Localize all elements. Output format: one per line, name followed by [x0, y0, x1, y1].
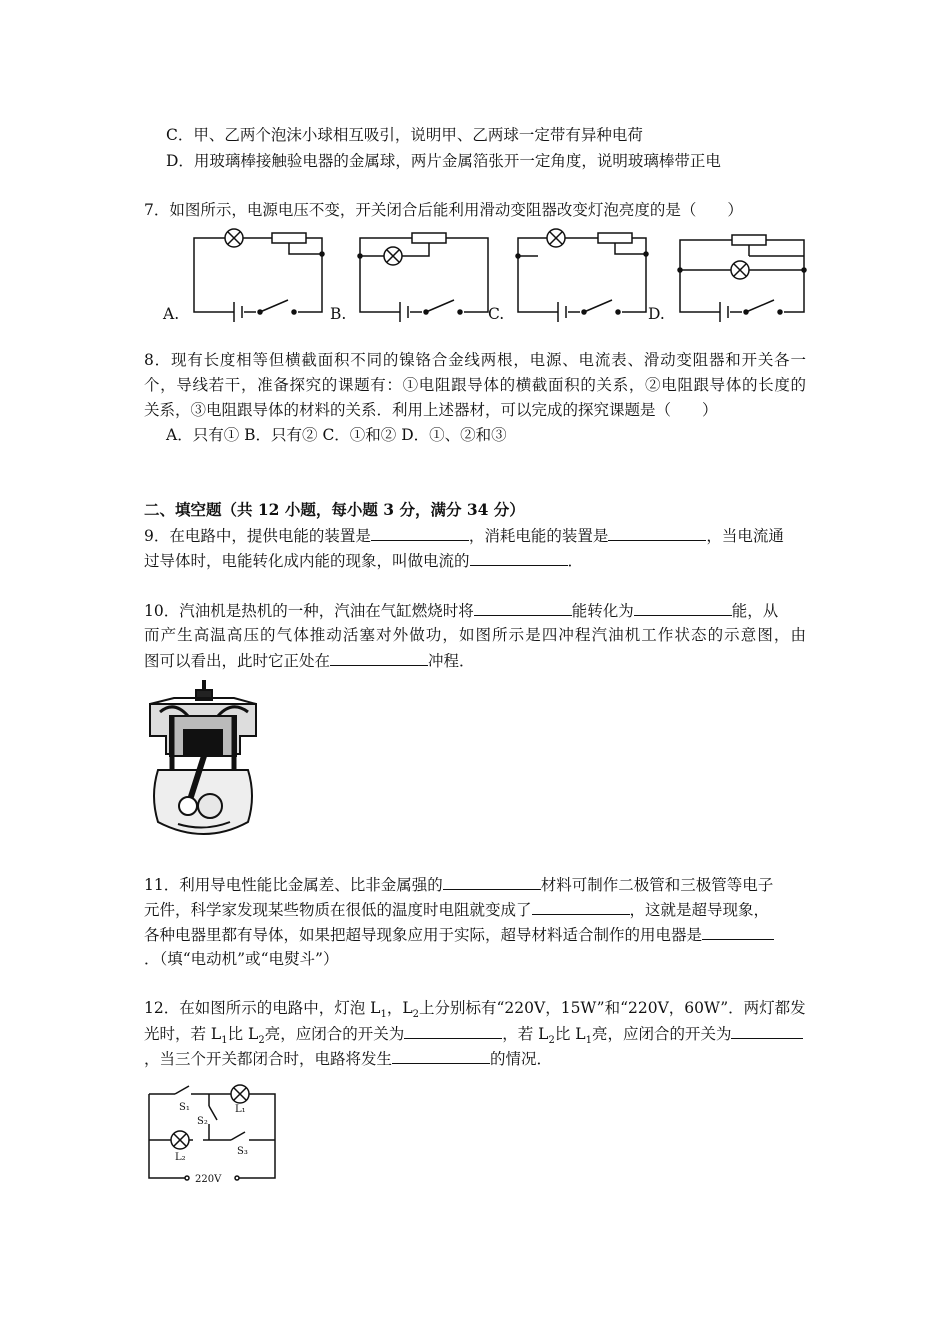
q9-blank-2[interactable] [608, 524, 706, 541]
q12-blank-3[interactable] [392, 1047, 490, 1064]
q12-text-2: ，L [386, 999, 413, 1017]
q9-blank-1[interactable] [371, 524, 469, 541]
q12-text-10: ，当三个开关都闭合时，电路将发生 [144, 1050, 393, 1068]
q9-text-3: ，当电流通 [706, 527, 784, 545]
circuit-d [678, 235, 806, 322]
q9-text-4: 过导体时，电能转化成内能的现象，叫做电流的 [144, 552, 470, 570]
q8-line-2: 个，导线若干，准备探究的课题有：①电阻跟导体的横截面积的关系，②电阻跟导体的长度的 [144, 376, 806, 394]
fig12-l1: L₁ [235, 1104, 246, 1115]
q7-label-a: A. [163, 305, 180, 323]
q12-text-6: 亮，应闭合的开关为 [264, 1025, 405, 1043]
q12-text-5: 比 L [227, 1025, 259, 1043]
q10-line-1 [144, 599, 778, 622]
q12-sub-2: 2 [412, 1009, 419, 1021]
q7-label-d: D. [648, 305, 665, 323]
q11-blank-1[interactable] [443, 873, 541, 890]
q11-text-3: 元件，科学家发现某些物质在很低的温度时电阻就变成了 [144, 901, 532, 919]
q9-line-2 [144, 549, 583, 572]
section-2-title: 二、填空题（共 12 小题，每小题 3 分，满分 34 分） [144, 500, 525, 519]
q6-option-c: C．甲、乙两个泡沫小球相互吸引，说明甲、乙两球一定带有异种电荷 [166, 126, 643, 144]
q7-label-c: C. [488, 305, 505, 323]
q11-line-1 [144, 873, 773, 896]
q10-blank-3[interactable] [330, 649, 428, 666]
q7-label-b: B. [330, 305, 347, 323]
q11-text-2: 材料可制作二极管和三极管等电子 [540, 876, 774, 894]
q10-blank-2[interactable] [634, 599, 732, 616]
q10-text-3: 能，从 [731, 602, 779, 620]
q12-text-11: 的情况． [490, 1050, 553, 1068]
q10-text-2: 能转化为 [571, 602, 634, 620]
q12-line-3 [144, 1047, 552, 1070]
q9-text-2: ，消耗电能的装置是 [468, 527, 609, 545]
q12-sub-5: 2 [548, 1035, 555, 1047]
q11-blank-2[interactable] [532, 898, 630, 915]
q10-line-2: 而产生高温高压的气体推动活塞对外做功，如图所示是四冲程汽油机工作状态的示意图，由 [144, 626, 806, 644]
q12-circuit-figure [145, 1084, 280, 1186]
q11-text-1: 11．利用导电性能比金属差、比非金属强的 [144, 876, 443, 894]
q10-blank-1[interactable] [474, 599, 572, 616]
q11-text-5: 各种电器里都有导体，如果把超导现象应用于实际，超导材料适合制作的用电器是 [144, 926, 703, 944]
q11-text-4: ，这就是超导现象， [629, 901, 770, 919]
q9-text-1: 9．在电路中，提供电能的装置是 [144, 527, 371, 545]
q11-blank-3[interactable] [702, 923, 774, 940]
q10-text-5: 冲程． [428, 652, 475, 670]
q8-options: A．只有① B．只有② C．①和② D．①、②和③ [166, 426, 507, 444]
fig12-s3: S₃ [237, 1146, 248, 1157]
q12-text-3: 上分别标有“220V，15W”和“220V，60W”．两灯都发 [419, 999, 806, 1017]
q12-text-4: 光时，若 L [144, 1025, 222, 1043]
circuit-a [194, 229, 324, 322]
q11-line-3 [144, 923, 774, 946]
q9-line-1 [144, 524, 806, 547]
q12-text-8: 比 L [554, 1025, 586, 1043]
circuit-c [516, 229, 648, 322]
q11-line-4: ．（填“电动机”或“电熨斗”） [144, 950, 339, 968]
q12-text-7: ，若 L [502, 1025, 549, 1043]
fig12-l2: L₂ [175, 1152, 186, 1163]
fig12-voltage: 220V [195, 1174, 222, 1185]
q10-line-3 [144, 649, 475, 672]
q12-blank-2[interactable] [731, 1022, 803, 1039]
engine-diagram [144, 676, 262, 842]
q10-text-4: 图可以看出，此时它正处在 [144, 652, 331, 670]
circuit-b [358, 233, 488, 322]
q12-sub-1: 1 [380, 1009, 387, 1021]
q12-blank-1[interactable] [404, 1022, 502, 1039]
q6-option-d: D．用玻璃棒接触验电器的金属球，两片金属箔张开一定角度，说明玻璃棒带正电 [166, 152, 721, 170]
q8-line-1: 8．现有长度相等但横截面积不同的镍铬合金线两根，电源、电流表、滑动变阻器和开关各一 [144, 351, 806, 369]
q12-text-9: 亮，应闭合的开关为 [591, 1025, 732, 1043]
q12-sub-3: 1 [221, 1035, 228, 1047]
q9-text-5: ． [567, 552, 584, 570]
q7-stem: 7．如图所示，电源电压不变，开关闭合后能利用滑动变阻器改变灯泡亮度的是（ ） [144, 201, 743, 219]
q12-sub-4: 2 [258, 1035, 265, 1047]
q12-text-1: 12．在如图所示的电路中，灯泡 L [144, 999, 381, 1017]
q10-text-1: 10．汽油机是热机的一种，汽油在气缸燃烧时将 [144, 602, 474, 620]
q9-blank-3[interactable] [470, 549, 568, 566]
fig12-s2: S₂ [197, 1116, 208, 1127]
fig12-s1: S₁ [179, 1102, 190, 1113]
q8-line-3: 关系，③电阻跟导体的材料的关系．利用上述器材，可以完成的探究课题是（ ） [144, 401, 718, 419]
q12-sub-6: 1 [585, 1035, 592, 1047]
q11-line-2 [144, 898, 769, 921]
